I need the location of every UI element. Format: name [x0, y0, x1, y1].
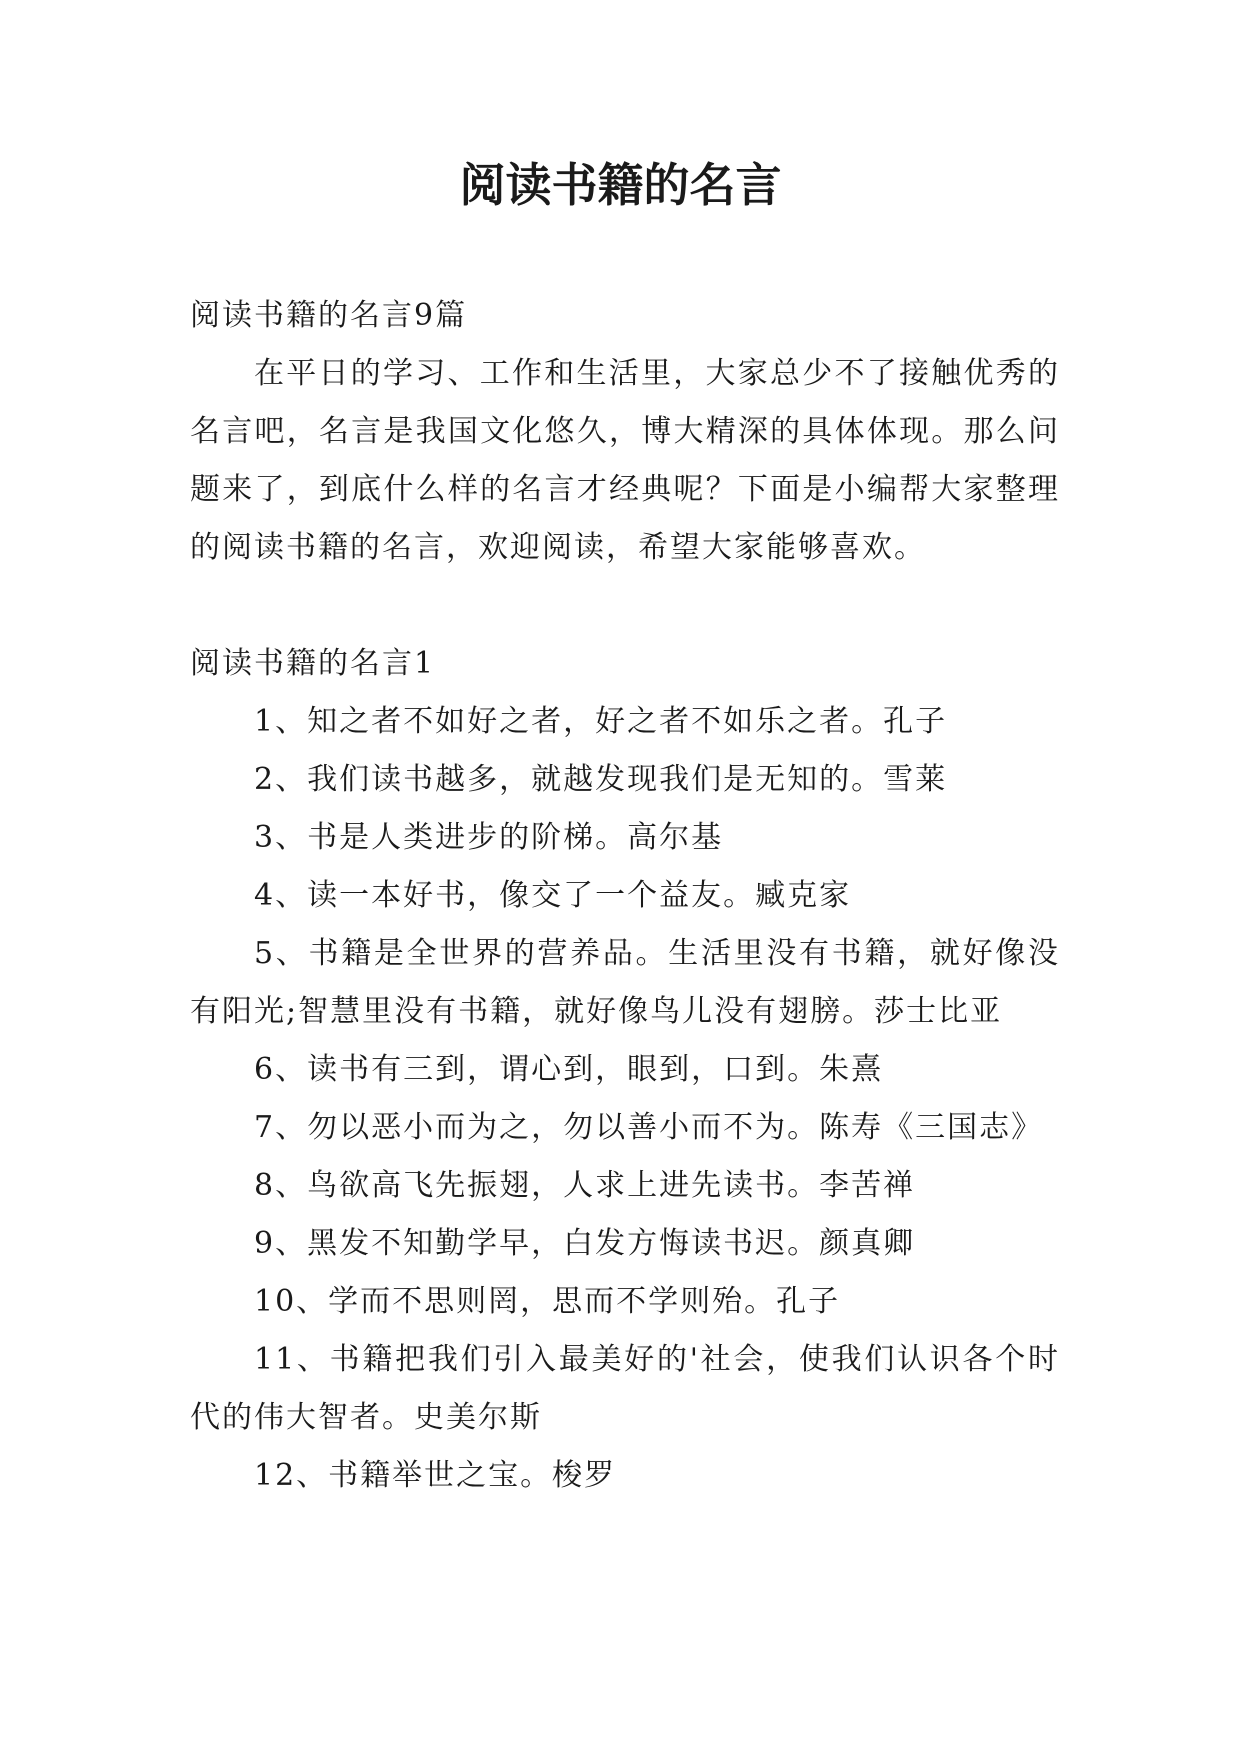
quote-item: 2、我们读书越多，就越发现我们是无知的。雪莱 [254, 762, 948, 797]
quote-item: 10、学而不思则罔，思而不学则殆。孔子 [254, 1284, 841, 1319]
section-heading: 阅读书籍的名言1 [190, 646, 436, 681]
quote-item: 6、读书有三到，谓心到，眼到，口到。朱熹 [254, 1052, 884, 1087]
quote-item: 11、书籍把我们引入最美好的'社会，使我们认识各个时代的伟大智者。史美尔斯 [190, 1342, 1060, 1435]
document-body [190, 287, 1060, 1505]
quote-item: 9、黑发不知勤学早，白发方悔读书迟。颜真卿 [254, 1226, 916, 1261]
quote-item: 5、书籍是全世界的营养品。生活里没有书籍，就好像没有阳光;智慧里没有书籍，就好像鸟儿没有翅膀。莎士比亚 [190, 936, 1060, 1029]
quote-item: 7、勿以恶小而为之，勿以善小而不为。陈寿《三国志》 [254, 1110, 1044, 1145]
quote-item: 3、书是人类进步的阶梯。高尔基 [254, 820, 724, 855]
subtitle: 阅读书籍的名言9篇 [190, 298, 468, 333]
quote-item: 1、知之者不如好之者，好之者不如乐之者。孔子 [254, 704, 948, 739]
quote-item: 12、书籍举世之宝。梭罗 [254, 1458, 617, 1493]
document-title: 阅读书籍的名言 [459, 158, 782, 212]
quote-item: 8、鸟欲高飞先振翅，人求上进先读书。李苦禅 [254, 1168, 916, 1203]
intro-paragraph: 在平日的学习、工作和生活里，大家总少不了接触优秀的名言吧，名言是我国文化悠久，博大精深的具体体现。那么问题来了，到底什么样的名言才经典呢？下面是小编帮大家整理的阅读书籍的名言，欢迎阅读，希望大家能够喜欢。 [190, 356, 1060, 565]
quote-item: 4、读一本好书，像交了一个益友。臧克家 [254, 878, 852, 913]
paragraph-gap [190, 577, 1060, 635]
